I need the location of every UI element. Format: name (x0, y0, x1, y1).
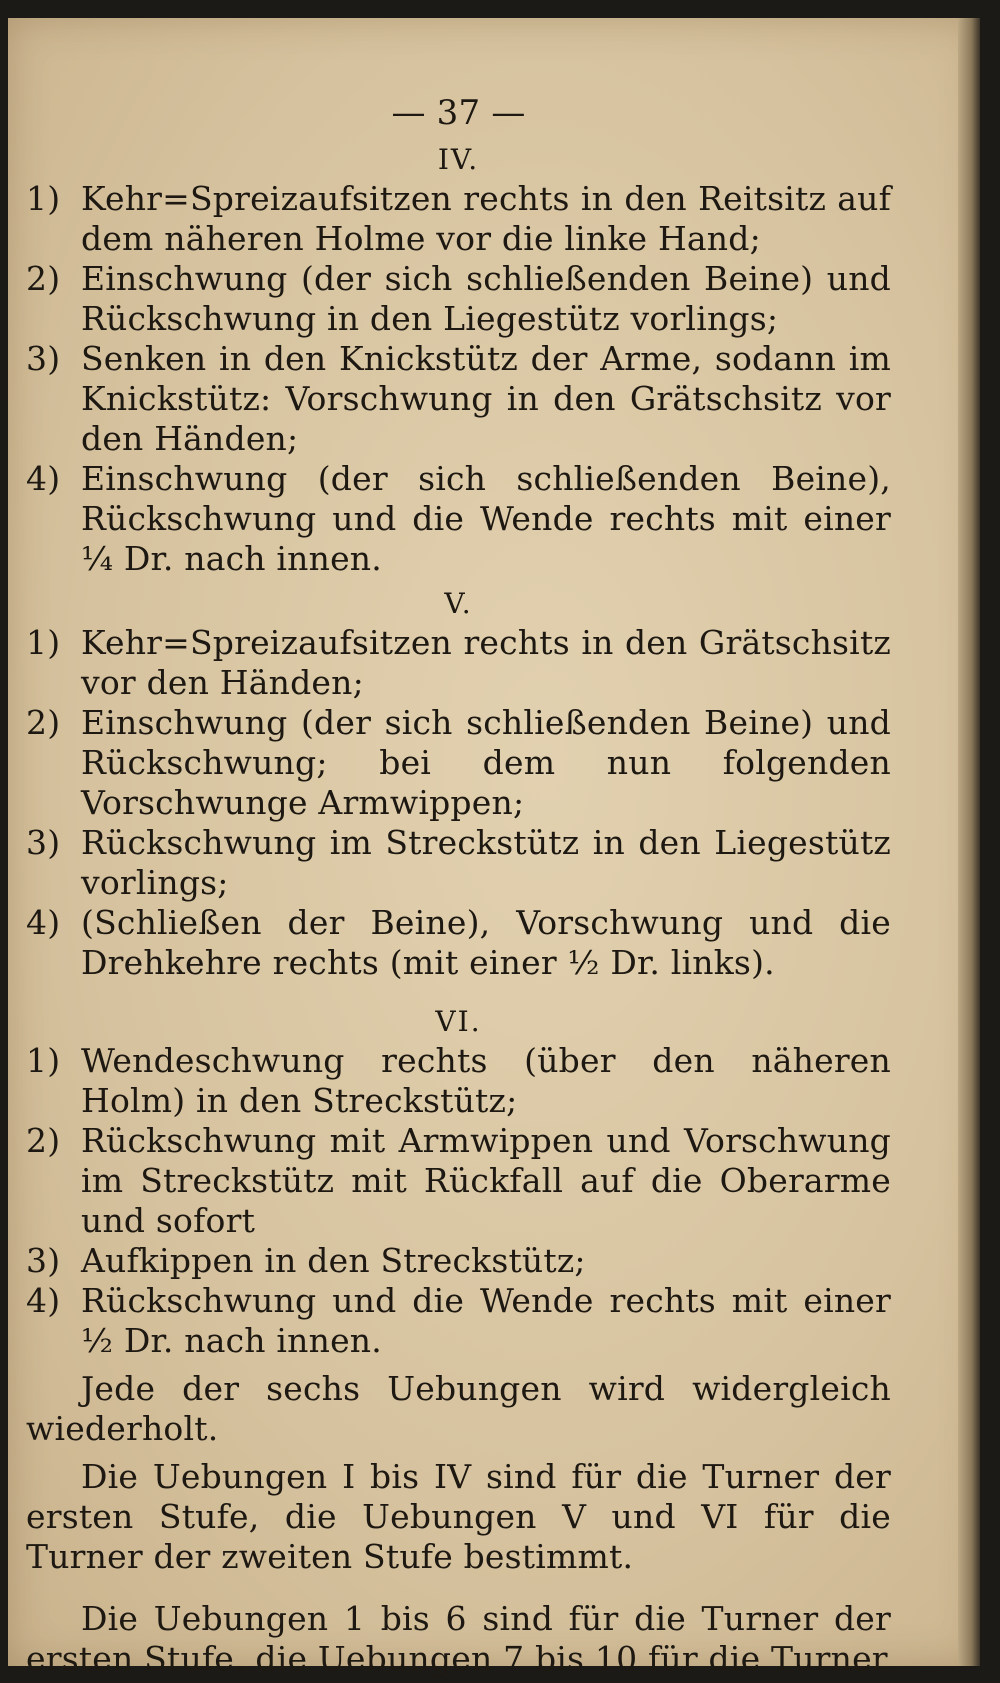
section-vi (26, 1003, 891, 1361)
item-number: 3) (26, 823, 61, 862)
section-iv (26, 141, 891, 579)
spacer (26, 983, 891, 997)
page-number: — 37 — (391, 93, 526, 133)
item-text: Aufkippen in den Streckstütz; (81, 1241, 586, 1280)
section-v (26, 585, 891, 983)
item-text: Rückschwung im Streckstütz in den Liegestütz vorlings; (81, 823, 891, 902)
item-text: Einschwung (der sich schließenden Beine), Rückschwung und die Wende rechts mit einer ¼ Dr. nach innen. (81, 459, 891, 578)
paragraph: Jede der sechs Uebungen wird widergleich wiederholt. (26, 1369, 891, 1448)
item-number: 2) (26, 703, 61, 742)
list-item (26, 703, 891, 823)
item-text: Einschwung (der sich schließenden Beine) und Rückschwung; bei dem nun folgenden Vorschwunge Armwippen; (81, 703, 891, 822)
item-number: 4) (26, 903, 61, 942)
item-number: 4) (26, 1281, 61, 1320)
item-number: 1) (26, 623, 61, 662)
item-number: 4) (26, 459, 61, 498)
list-item (26, 259, 891, 339)
page-text (26, 93, 891, 1679)
list-item (26, 1041, 891, 1121)
item-number: 1) (26, 179, 61, 218)
item-text: Kehr=Spreizaufsitzen rechts in den Grätschsitz vor den Händen; (81, 623, 891, 702)
item-text: (Schließen der Beine), Vorschwung und die Drehkehre rechts (mit einer ½ Dr. links). (81, 903, 891, 982)
list-item (26, 1281, 891, 1361)
list-item (26, 623, 891, 703)
item-text: Kehr=Spreizaufsitzen rechts in den Reitsitz auf dem näheren Holme vor die linke Hand; (81, 179, 891, 258)
paragraph: Die Uebungen 1 bis 6 sind für die Turner der ersten Stufe, die Uebungen 7 bis 10 für die Turner (26, 1599, 891, 1678)
item-number: 3) (26, 339, 61, 378)
item-number: 2) (26, 1121, 61, 1160)
list-item (26, 823, 891, 903)
section-title: IV. (437, 143, 480, 176)
list-item (26, 179, 891, 259)
book-page (8, 18, 980, 1678)
section-title: V. (444, 587, 473, 620)
item-text: Senken in den Knickstütz der Arme, sodann im Knickstütz: Vorschwung in den Grätschsitz vor den Händen; (81, 339, 891, 458)
item-text: Wendeschwung rechts (über den näheren Holm) in den Streckstütz; (81, 1041, 891, 1120)
book-spine (958, 18, 980, 1666)
list-item (26, 459, 891, 579)
section-title: VI. (435, 1005, 482, 1038)
item-text: Rückschwung und die Wende rechts mit einer ½ Dr. nach innen. (81, 1281, 891, 1360)
list-item (26, 1121, 891, 1241)
item-text: Rückschwung mit Armwippen und Vorschwung im Streckstütz mit Rückfall auf die Oberarme und sofort (81, 1121, 891, 1240)
list-item (26, 1241, 891, 1281)
item-number: 1) (26, 1041, 61, 1080)
item-number: 3) (26, 1241, 61, 1280)
item-number: 2) (26, 259, 61, 298)
item-text: Einschwung (der sich schließenden Beine) und Rückschwung in den Liegestütz vorlings; (81, 259, 891, 338)
paragraph: Die Uebungen I bis IV sind für die Turner der ersten Stufe, die Uebungen V und VI für die Turner der zweiten Stufe bestimmt. (26, 1457, 891, 1576)
list-item (26, 903, 891, 983)
list-item (26, 339, 891, 459)
